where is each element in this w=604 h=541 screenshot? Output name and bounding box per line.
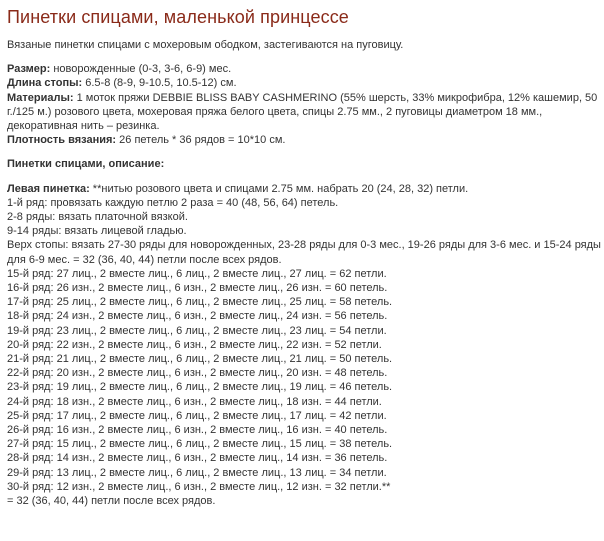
row-line: 29-й ряд: 13 лиц., 2 вместе лиц., 6 лиц., 2 вместе лиц., 13 лиц. = 34 петли. xyxy=(7,466,387,479)
row-line: 28-й ряд: 14 изн., 2 вместе лиц., 6 изн., 2 вместе лиц., 14 изн. = 36 петель. xyxy=(7,452,388,465)
row-line: 30-й ряд: 12 изн., 2 вместе лиц., 6 изн., 2 вместе лиц., 12 изн. = 32 петли.** xyxy=(7,480,391,493)
left-bootie-label: Левая пинетка: xyxy=(7,182,90,195)
step-line: 1-й ряд: провязать каждую петлю 2 раза = 40 (48, 56, 64) петель. xyxy=(7,196,339,209)
materials-label: Материалы: xyxy=(7,91,74,104)
row-line: 19-й ряд: 23 лиц., 2 вместе лиц., 6 лиц., 2 вместе лиц., 23 лиц. = 54 петли. xyxy=(7,324,387,337)
materials-value: 1 моток пряжи DEBBIE BLISS BABY CASHMERINO (55% шерсть, 33% микрофибра, 12% кашемир, 50 г./125 м.) розового цвета, мохеровая пряжа белого цвета, спицы 2.75 мм., 2 пуговицы диаметром 18 мм., декоративная нить – резинка. xyxy=(7,91,598,133)
foot-length-value: 6.5-8 (8-9, 9-10.5, 10.5-12) см. xyxy=(82,77,237,90)
step-line: Верх стопы: вязать 27-30 ряды для новорожденных, 23-28 ряды для 0-3 мес., 19-26 ряды для 3-6 мес. и 15-24 ряды для 6-9 мес. = 32 (36, 40, 44) петли после всех рядов. xyxy=(7,239,601,266)
row-line: 27-й ряд: 15 лиц., 2 вместе лиц., 6 лиц., 2 вместе лиц., 15 лиц. = 38 петель. xyxy=(7,438,393,451)
row-line: 24-й ряд: 18 изн., 2 вместе лиц., 6 изн., 2 вместе лиц., 18 изн. = 44 петли. xyxy=(7,395,382,408)
row-line: = 32 (36, 40, 44) петли после всех рядов. xyxy=(7,495,216,508)
left-bootie-value: **нитью розового цвета и спицами 2.75 мм. набрать 20 (24, 28, 32) петли. xyxy=(89,182,469,195)
row-line: 17-й ряд: 25 лиц., 2 вместе лиц., 6 лиц., 2 вместе лиц., 25 лиц. = 58 петель. xyxy=(7,296,393,309)
gauge-value: 26 петель * 36 рядов = 10*10 см. xyxy=(116,134,286,147)
row-line: 26-й ряд: 16 изн., 2 вместе лиц., 6 изн., 2 вместе лиц., 16 изн. = 40 петель. xyxy=(7,424,388,437)
intro-text: Вязаные пинетки спицами с мохеровым ободком, застегиваются на пуговицу. xyxy=(7,39,404,51)
row-line: 18-й ряд: 24 изн., 2 вместе лиц., 6 изн., 2 вместе лиц., 24 изн. = 56 петель. xyxy=(7,310,388,323)
foot-length-line xyxy=(7,76,601,90)
size-value: новорожденные (0-3, 3-6, 6-9) мес. xyxy=(50,63,232,76)
page-title: Пинетки спицами, маленькой принцессе xyxy=(7,7,349,27)
row-line: 16-й ряд: 26 изн., 2 вместе лиц., 6 изн., 2 вместе лиц., 26 изн. = 60 петель. xyxy=(7,282,388,295)
left-bootie-line xyxy=(7,182,601,196)
foot-length-label: Длина стопы: xyxy=(7,77,83,90)
gauge-label: Плотность вязания: xyxy=(7,134,117,147)
description-heading: Пинетки спицами, описание: xyxy=(7,158,165,171)
row-line: 23-й ряд: 19 лиц., 2 вместе лиц., 6 лиц., 2 вместе лиц., 19 лиц. = 46 петель. xyxy=(7,381,393,394)
step-line: 2-8 ряды: вязать платочной вязкой. xyxy=(7,211,188,224)
article-body xyxy=(7,38,601,508)
size-label: Размер: xyxy=(7,63,51,76)
step-line: 9-14 ряды: вязать лицевой гладью. xyxy=(7,225,187,238)
materials-line xyxy=(7,91,601,134)
row-line: 22-й ряд: 20 изн., 2 вместе лиц., 6 изн., 2 вместе лиц., 20 изн. = 48 петель. xyxy=(7,367,388,380)
article xyxy=(7,6,601,508)
row-line: 20-й ряд: 22 изн., 2 вместе лиц., 6 изн., 2 вместе лиц., 22 изн. = 52 петли. xyxy=(7,338,382,351)
row-line: 15-й ряд: 27 лиц., 2 вместе лиц., 6 лиц., 2 вместе лиц., 27 лиц. = 62 петли. xyxy=(7,267,387,280)
row-line: 21-й ряд: 21 лиц., 2 вместе лиц., 6 лиц., 2 вместе лиц., 21 лиц. = 50 петель. xyxy=(7,353,393,366)
gauge-line xyxy=(7,133,601,147)
size-line xyxy=(7,62,601,76)
row-line: 25-й ряд: 17 лиц., 2 вместе лиц., 6 лиц., 2 вместе лиц., 17 лиц. = 42 петли. xyxy=(7,409,387,422)
